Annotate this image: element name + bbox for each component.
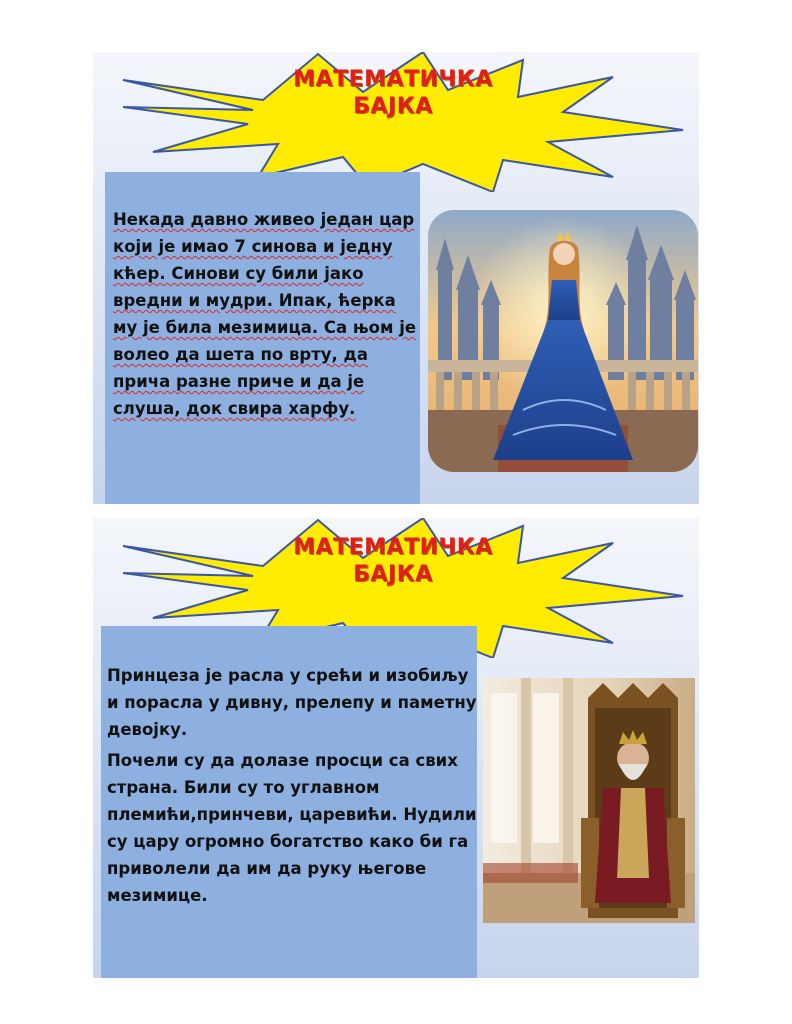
princess-illustration (428, 210, 698, 472)
story-paragraph: Принцеза је расла у срећи и изобиљу и порасла у дивну, прелепу и паметну девојку. (107, 666, 477, 739)
story-paragraph: Некада давно живео један цар који је имао 7 синова и једну кћер. Синови су били јако (113, 210, 415, 283)
slide-title (243, 66, 543, 120)
story-text (113, 206, 418, 422)
slide-title-line2: БАЈКА (353, 562, 433, 587)
slide-title (243, 534, 543, 588)
story-paragraph: Почели су да долазе просци са свих страна. Били су то углавном племићи,принчеви, царевићи. Нудили су цару огромно богатство како би га приволели да им да руку његове мезимице. (107, 751, 477, 905)
slide-title-line1: МАТЕМАТИЧКА (293, 67, 493, 92)
slide-title-line2: БАЈКА (353, 94, 433, 119)
story-text (107, 662, 477, 909)
story-paragraph: вредни и мудри. Ипак, ћерка му је била мезимица. Са њом је волео да шета по врту, да прича разне приче и да је слуша, док свира харфу. (113, 291, 417, 418)
story-slide-2 (93, 518, 699, 978)
slide-title-line1: МАТЕМАТИЧКА (293, 535, 493, 560)
king-illustration (483, 678, 695, 923)
story-slide-1 (93, 52, 699, 504)
